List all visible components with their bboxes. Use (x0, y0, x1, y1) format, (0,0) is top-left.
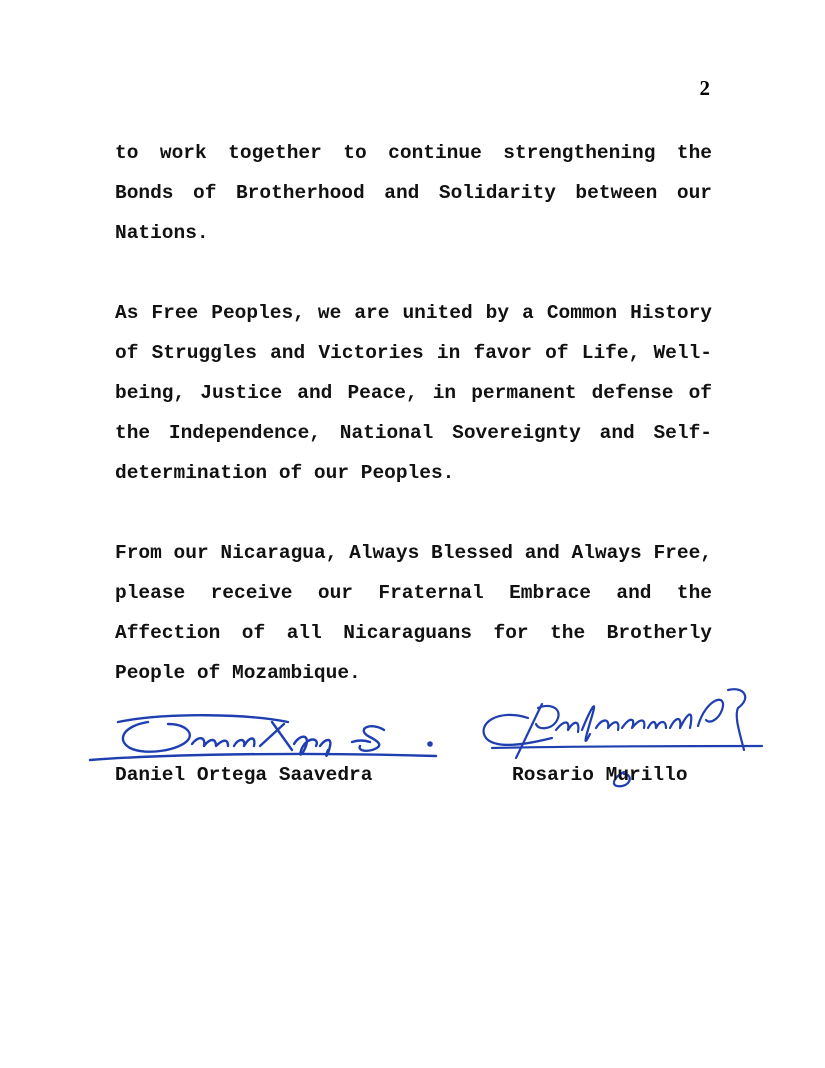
page-number: 2 (699, 76, 710, 100)
paragraph-fraternal-embrace: From our Nicaragua, Always Blessed and Always Free, please receive our Fraternal Embrace and the Affection of all Nicaraguans for the Brotherly People of Mozambique. (115, 542, 712, 684)
signature-daniel-ortega (88, 700, 448, 772)
signatory-name-right: Rosario Murillo (512, 764, 688, 786)
signatory-name-left: Daniel Ortega Saavedra (115, 764, 373, 786)
letter-body (115, 133, 712, 693)
paragraph-free-peoples: As Free Peoples, we are united by a Common History of Struggles and Victories in favor of Life, Well-being, Justice and Peace, in permanent defense of the Independence, National Sovereignty and Self-determination of our Peoples. (115, 302, 712, 484)
paragraph-closing-wish: to work together to continue strengthening the Bonds of Brotherhood and Solidarity between our Nations. (115, 142, 712, 244)
